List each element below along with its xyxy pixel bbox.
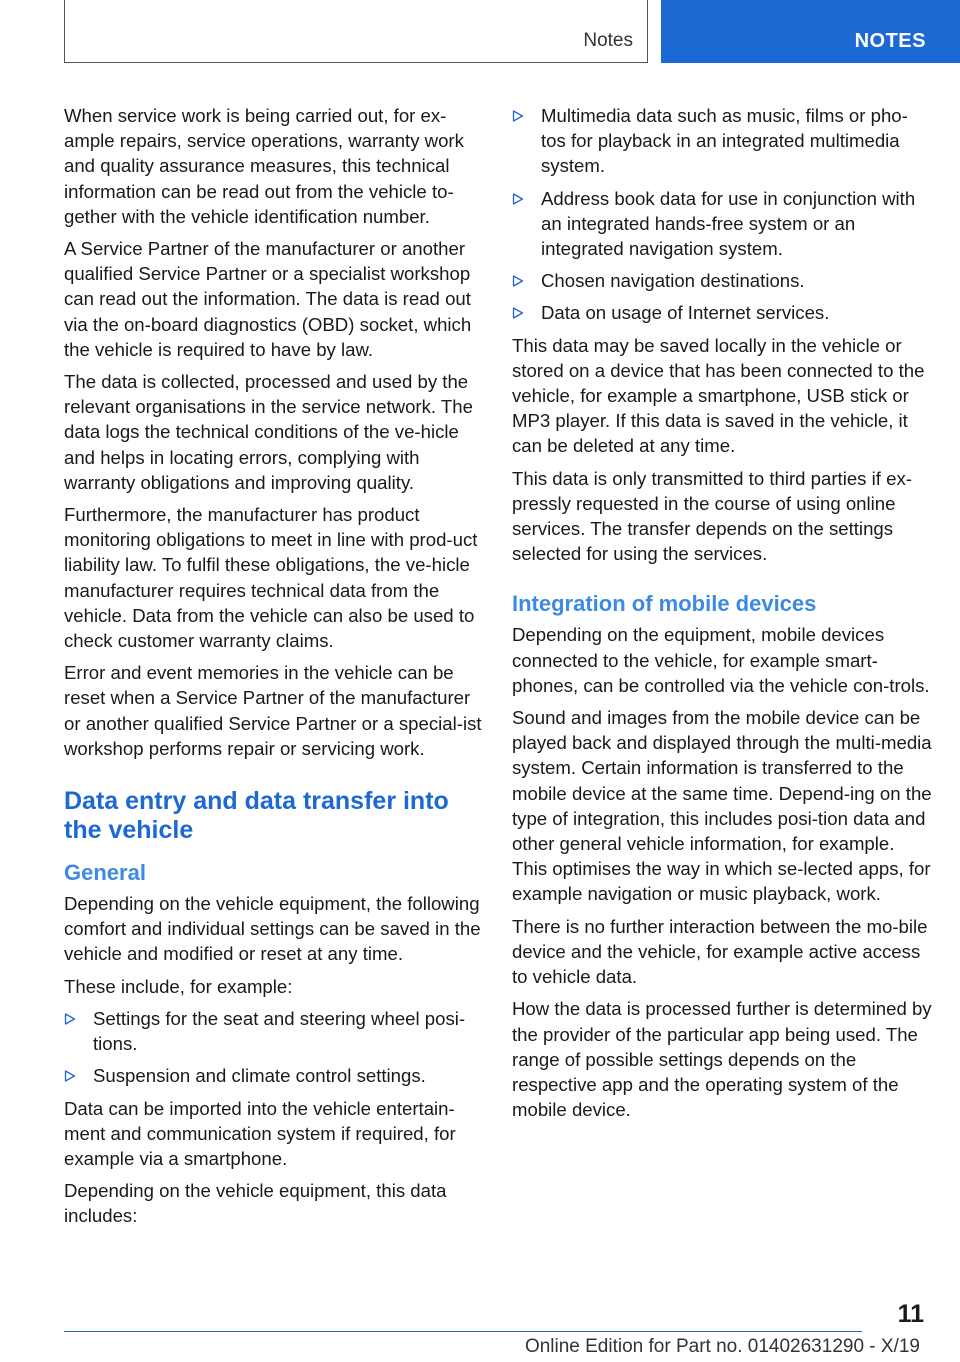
list-item-text: Chosen navigation destinations.	[541, 270, 805, 292]
paragraph: The data is collected, processed and used by the relevant organisations in the service network. The data logs the technical conditions of the ve-hicle and helps in locating errors, complying with warranty obligations and improving quality.	[64, 371, 473, 493]
list-item	[64, 1063, 484, 1088]
paragraph: This data may be saved locally in the vehicle or stored on a device that has been connected to the vehicle, for example a smartphone, USB stick or MP3 player. If this data is saved in the vehicle, it can be deleted at any time.	[512, 334, 925, 457]
paragraph: These include, for example:	[64, 975, 293, 997]
list-item	[64, 1006, 484, 1056]
right-column	[512, 103, 932, 1129]
paragraph: Depending on the vehicle equipment, the following comfort and individual settings can be saved in the vehicle and modified or reset at any time.	[64, 893, 481, 965]
header-tab: NOTES	[661, 0, 960, 63]
triangle-right-outline-icon	[512, 307, 524, 319]
footer-edition: Online Edition for Part no. 01402631290 - X/19	[524, 1336, 920, 1357]
sub-heading: Integration of mobile devices	[512, 591, 817, 617]
paragraph: Data can be imported into the vehicle entertain-ment and communication system if required, for example via a smartphone.	[64, 1097, 456, 1169]
paragraph: When service work is being carried out, for ex-ample repairs, service operations, warranty work and quality assurance measures, this technical information can be read out from the vehicle to-gether with the vehicle identification number.	[64, 105, 464, 227]
triangle-right-outline-icon	[512, 193, 524, 205]
paragraph: Furthermore, the manufacturer has product monitoring obligations to meet in line with prod-uct liability law. To fulfil these obligations, the ve-hicle manufacturer requires technical data from the vehicle. Data from the vehicle can also be used to check customer warranty claims.	[64, 504, 478, 652]
list-item-text: Suspension and climate control settings.	[93, 1065, 426, 1087]
list-item	[512, 103, 932, 179]
paragraph: Error and event memories in the vehicle can be reset when a Service Partner of the manufacturer or another qualified Service Partner or a special-ist workshop performs repair or servicing work.	[64, 662, 482, 759]
left-column	[64, 103, 484, 1236]
header-box	[64, 0, 648, 63]
triangle-right-outline-icon	[512, 110, 524, 122]
list-item-text: Data on usage of Internet services.	[541, 302, 830, 324]
bullet-list	[64, 1006, 484, 1089]
paragraph: This data is only transmitted to third parties if ex-pressly requested in the course of using online services. The transfer depends on the settings selected for using the services.	[512, 467, 912, 565]
page-number: 11	[897, 1300, 924, 1328]
footer-divider	[64, 1331, 862, 1332]
paragraph: Sound and images from the mobile device can be played back and displayed through the multi-media system. Certain information is transferred to the mobile device at the same time. Depend-ing on the type of integration, this includes posi-tion data and other general vehicle information, for example. This optimises the way in which se-lected apps, for example navigation or music playback, work.	[512, 707, 932, 905]
paragraph: A Service Partner of the manufacturer or another qualified Service Partner or a specialist workshop can read out the information. The data is read out via the on-board diagnostics (OBD) socket, which the vehicle is required to have by law.	[64, 238, 472, 360]
header-section-title: Notes	[583, 30, 633, 51]
paragraph: How the data is processed further is determined by the provider of the particular app being used. The range of possible settings depends on the respective app and the operating system of the mobile device.	[512, 998, 932, 1121]
section-heading: Data entry and data transfer into the vehicle	[64, 787, 449, 845]
list-item	[512, 186, 932, 262]
list-item-text: Address book data for use in conjunction with an integrated hands-free system or an integrated navigation system.	[541, 187, 916, 260]
list-item	[512, 300, 932, 325]
paragraph: There is no further interaction between the mo-bile device and the vehicle, for example active access to vehicle data.	[512, 915, 928, 988]
paragraph: Depending on the vehicle equipment, this data includes:	[64, 1180, 447, 1227]
triangle-right-outline-icon	[64, 1070, 76, 1082]
bullet-list	[512, 103, 932, 326]
triangle-right-outline-icon	[64, 1013, 76, 1025]
list-item	[512, 268, 932, 293]
triangle-right-outline-icon	[512, 275, 524, 287]
list-item-text: Multimedia data such as music, films or pho-tos for playback in an integrated multimedia system.	[541, 105, 908, 177]
list-item-text: Settings for the seat and steering wheel posi-tions.	[93, 1007, 466, 1055]
paragraph: Depending on the equipment, mobile devices connected to the vehicle, for example smart-phones, can be controlled via the vehicle con-trols.	[512, 624, 930, 696]
sub-heading: General	[64, 860, 146, 886]
